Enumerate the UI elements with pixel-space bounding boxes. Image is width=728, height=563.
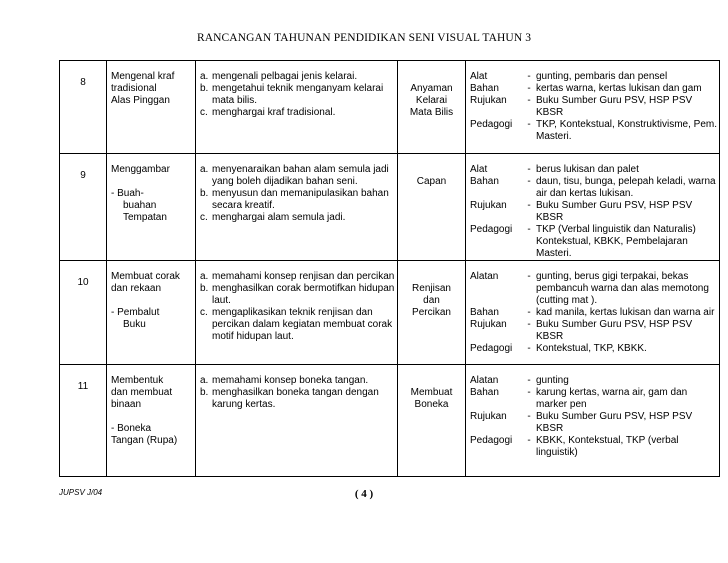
objective-item: a. menyenaraikan bahan alam semula jadi yang boleh dijadikan bahan seni. [200, 164, 389, 187]
resources-cell [466, 154, 720, 261]
activity-line: Boneka [414, 399, 449, 410]
unit-line: dan rekaan [111, 283, 162, 294]
resource-item: Pedagogi - KBKK, Kontekstual, TKP (verbal linguistik) [470, 435, 679, 458]
resource-item: Rujukan - Buku Sumber Guru PSV, HSP PSV KBSR [470, 319, 693, 342]
unit-line: Mengenal kraf [111, 71, 175, 82]
activity-line: Anyaman [410, 83, 453, 94]
resources-cell [466, 365, 720, 477]
week-number: 9 [60, 154, 107, 261]
objective-item: c. menghargai alam semula jadi. [200, 212, 346, 223]
table-row [60, 61, 720, 154]
resource-item: Alat - berus lukisan dan palet [470, 164, 639, 175]
activity-cell [398, 365, 466, 477]
activity-line: Renjisan [412, 283, 451, 294]
unit-line: Menggambar [111, 164, 170, 175]
unit-line: Membuat corak [111, 271, 180, 282]
activity-line: Mata Bilis [409, 107, 454, 118]
objective-item: a. memahami konsep renjisan dan percikan [200, 271, 395, 282]
unit-line: buahan [123, 200, 157, 211]
week-number: 8 [60, 61, 107, 154]
activity-cell [398, 154, 466, 261]
resource-item: Alat - gunting, pembaris dan pensel [470, 71, 668, 82]
objective-item: b. menghasilkan boneka tangan dengan karung kertas. [200, 387, 379, 410]
activity-line: Percikan [412, 307, 451, 318]
objectives-cell [196, 365, 398, 477]
document-code: JUPSV J/04 [59, 488, 103, 497]
objective-item: b. mengetahui teknik menganyam kelarai mata bilis. [200, 83, 384, 106]
resource-item: Bahan - karung kertas, warna air, gam dan marker pen [470, 387, 688, 410]
activity-line: Membuat [410, 387, 453, 398]
resource-item: Pedagogi - TKP (Verbal linguistik dan Naturalis) Kontekstual, KBKK, Pembelajaran Masteri. [470, 224, 696, 259]
annual-plan-table [59, 60, 720, 477]
objectives-cell [196, 261, 398, 365]
objectives-cell [196, 61, 398, 154]
objectives-cell [196, 154, 398, 261]
objective-item: a. mengenali pelbagai jenis kelarai. [200, 71, 358, 82]
activity-cell [398, 261, 466, 365]
unit-line: - Pembalut [111, 307, 160, 318]
activity-line: Kelarai [415, 95, 448, 106]
activity-cell [398, 61, 466, 154]
objective-item: b. menghasilkan corak bermotifkan hidupan laut. [200, 283, 395, 306]
objective-item: b. menyusun dan memanipulasikan bahan secara kreatif. [200, 188, 389, 211]
unit-line: Alas Pinggan [111, 95, 170, 106]
page-title: RANCANGAN TAHUNAN PENDIDIKAN SENI VISUAL TAHUN 3 [196, 32, 532, 44]
unit-line: Tangan (Rupa) [111, 435, 178, 446]
table-row [60, 261, 720, 365]
unit-line: - Buah- [111, 188, 144, 199]
unit-line: dan membuat [111, 387, 173, 398]
resource-item: Bahan - kertas warna, kertas lukisan dan gam [470, 83, 702, 94]
unit-cell [107, 61, 196, 154]
objective-item: c. mengaplikasikan teknik renjisan dan percikan dalam kegiatan membuat corak motif hidupan laut. [200, 307, 393, 342]
table-row [60, 365, 720, 477]
week-number: 10 [60, 261, 107, 365]
resource-item: Alatan - gunting, berus gigi terpakai, bekas pembancuh warna dan alas memotong (cutting mat ). [470, 271, 709, 306]
page-number: ( 4 ) [354, 488, 374, 500]
unit-line: Tempatan [123, 212, 167, 223]
table-row [60, 154, 720, 261]
resource-item: Pedagogi - TKP, Kontekstual, Konstruktivisme, Pem. Masteri. [470, 119, 718, 142]
resource-item: Alatan - gunting [470, 375, 569, 386]
resources-cell [466, 261, 720, 365]
resource-item: Rujukan - Buku Sumber Guru PSV, HSP PSV KBSR [470, 200, 693, 223]
unit-line: Membentuk [111, 375, 164, 386]
unit-line: tradisional [111, 83, 157, 94]
objective-item: c. menghargai kraf tradisional. [200, 107, 336, 118]
resources-cell [466, 61, 720, 154]
unit-line: Buku [123, 319, 146, 330]
unit-cell [107, 154, 196, 261]
unit-line: binaan [111, 399, 142, 410]
unit-line: - Boneka [111, 423, 152, 434]
resource-item: Bahan - kad manila, kertas lukisan dan warna air [470, 307, 715, 318]
objective-item: a. memahami konsep boneka tangan. [200, 375, 369, 386]
resource-item: Pedagogi - Kontekstual, TKP, KBKK. [470, 343, 647, 354]
activity-line: Capan [416, 176, 447, 187]
resource-item: Rujukan - Buku Sumber Guru PSV, HSP PSV KBSR [470, 95, 693, 118]
activity-line: dan [423, 295, 440, 306]
resource-item: Bahan - daun, tisu, bunga, pelepah keladi, warna air dan kertas lukisan. [470, 176, 716, 199]
unit-cell [107, 365, 196, 477]
week-number: 11 [60, 365, 107, 477]
unit-cell [107, 261, 196, 365]
resource-item: Rujukan - Buku Sumber Guru PSV, HSP PSV KBSR [470, 411, 693, 434]
